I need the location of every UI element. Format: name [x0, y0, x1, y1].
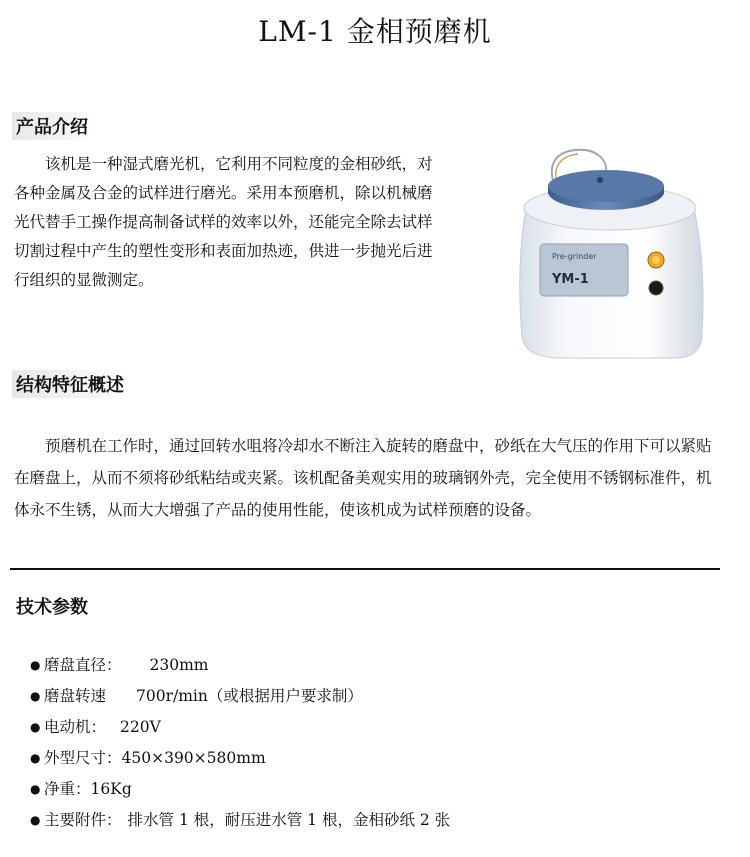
spec-label: 磨盘转速: [44, 687, 107, 705]
machine-model-label: YM-1: [552, 272, 589, 287]
spec-item: [30, 650, 450, 681]
spec-item: [30, 805, 450, 836]
intro-text: [14, 150, 436, 295]
spec-value: 450×390×580mm: [121, 749, 266, 767]
specs-list: [30, 650, 450, 836]
grinder-machine-illustration: [496, 146, 722, 364]
structure-heading: 结构特征概述: [12, 370, 128, 398]
spec-item: [30, 681, 450, 712]
structure-paragraph: 预磨机在工作时，通过回转水咀将冷却水不断注入旋转的磨盘中，砂纸在大气压的作用下可以紧贴在磨盘上，从而不须将砂纸粘结或夹紧。该机配备美观实用的玻璃钢外壳，完全使用不锈钢标准件，机体永不生锈，从而大大增强了产品的使用性能，使该机成为试样预磨的设备。: [14, 437, 712, 519]
spec-value: 排水管 1 根，耐压进水管 1 根，金相砂纸 2 张: [127, 811, 451, 829]
bullet-icon: ●: [30, 751, 41, 765]
section-divider: [10, 568, 720, 570]
machine-brand-text: Pre-grinder: [552, 252, 597, 261]
spec-value: 220V: [120, 718, 161, 736]
spec-label: 外型尺寸：: [44, 749, 122, 767]
bullet-icon: ●: [30, 782, 41, 796]
intro-paragraph: 该机是一种湿式磨光机，它利用不同粒度的金相砂纸，对各种金属及合金的试样进行磨光。采用本预磨机，除以机械磨光代替手工操作提高制备试样的效率以外，还能完全除去试样切割过程中产生的塑性变形和表面加热迹，供进一步抛光后进行组织的显微测定。: [14, 155, 433, 289]
bullet-icon: ●: [30, 658, 41, 672]
bullet-icon: ●: [30, 813, 41, 827]
spec-value: 230mm: [149, 656, 209, 674]
structure-text: [14, 430, 726, 526]
spec-item: [30, 712, 450, 743]
bullet-icon: ●: [30, 720, 41, 734]
spec-item: [30, 743, 450, 774]
bullet-icon: ●: [30, 689, 41, 703]
spec-label: 净重：: [44, 780, 91, 798]
spec-label: 电动机：: [44, 718, 107, 736]
page-title: LM-1 金相预磨机: [258, 15, 492, 48]
intro-heading: 产品介绍: [12, 112, 92, 140]
spec-label: 主要附件：: [44, 811, 122, 829]
spec-value: 16Kg: [90, 780, 132, 798]
spec-item: [30, 774, 450, 805]
spec-value: 700r/min（或根据用户要求制）: [136, 687, 363, 705]
product-image: [496, 146, 722, 364]
spec-label: 磨盘直径：: [44, 656, 122, 674]
specs-heading: 技术参数: [16, 597, 88, 618]
